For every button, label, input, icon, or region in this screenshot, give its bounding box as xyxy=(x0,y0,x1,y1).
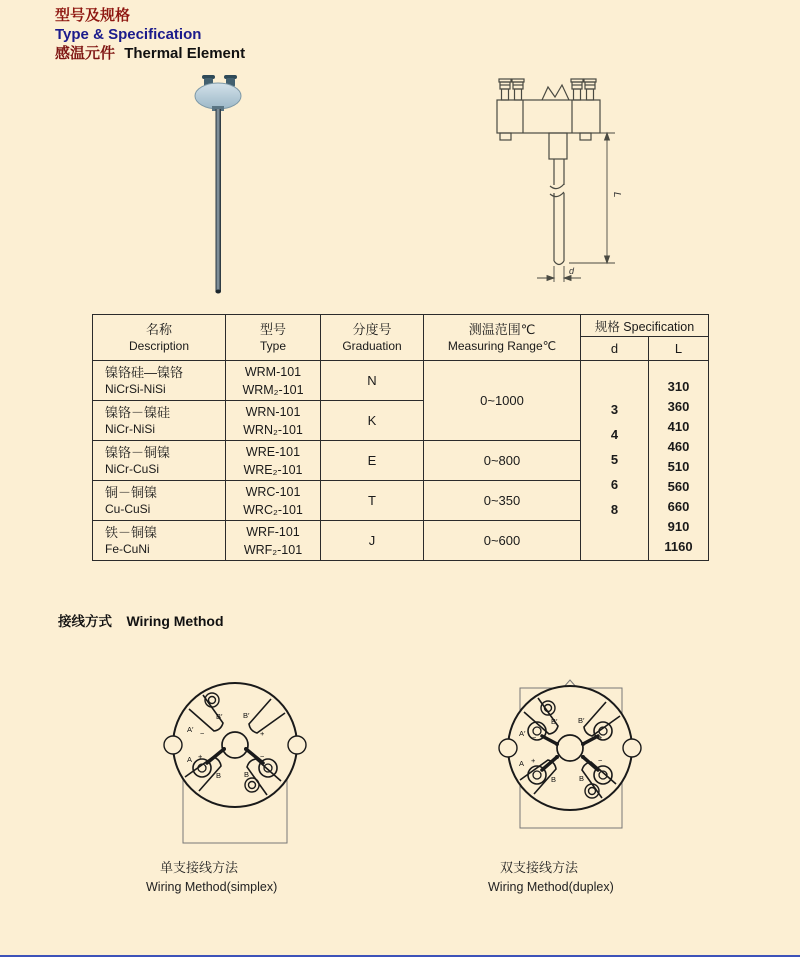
terminal-label: − xyxy=(598,756,603,765)
side-notch xyxy=(623,739,641,757)
terminal-label: + xyxy=(598,733,603,742)
dimension-l-label: L xyxy=(611,192,622,198)
terminal-label: B′ xyxy=(243,711,250,720)
cell-graduation: N xyxy=(321,361,424,401)
dimension-d-lines xyxy=(537,266,581,282)
col-header-type: 型号 Type xyxy=(226,315,321,361)
cell-description: 铁－铜镍 Fe-CuNi xyxy=(93,521,226,561)
col-header-description: 名称 Description xyxy=(93,315,226,361)
cell-measuring-range: 0~350 xyxy=(424,481,581,521)
side-notch xyxy=(499,739,517,757)
col-header-measuring-range: 测温范围℃ Measuring Range℃ xyxy=(424,315,581,361)
col-header-graduation: 分度号 Graduation xyxy=(321,315,424,361)
terminal-label: B xyxy=(244,770,250,779)
section-title-en: Thermal Element xyxy=(124,45,246,62)
section-title-zh: 感温元件 xyxy=(55,45,116,62)
cell-l-values: 310 360 410 460 510 560 660 910 1160 xyxy=(649,361,709,561)
terminal-label: A′ xyxy=(187,725,194,734)
side-notch xyxy=(164,736,182,754)
terminal-label: − xyxy=(200,729,205,738)
side-notch xyxy=(288,736,306,754)
footer-margin xyxy=(0,957,800,965)
cell-description: 镍铬－铜镍 NiCr-CuSi xyxy=(93,441,226,481)
thermal-element-drawing xyxy=(485,68,635,308)
section-title xyxy=(55,44,245,63)
protection-tube xyxy=(549,133,567,265)
caption-simplex xyxy=(146,858,277,897)
cell-description: 铜－铜镍 Cu-CuSi xyxy=(93,481,226,521)
terminal-label: B xyxy=(216,771,222,780)
center-hole xyxy=(557,735,583,761)
page-title-zh: 型号及规格 xyxy=(55,7,131,24)
cell-description: 镍铬－镍硅 NiCr-NiSi xyxy=(93,401,226,441)
center-hole xyxy=(222,732,248,758)
caption-duplex-en: Wiring Method(duplex) xyxy=(488,880,614,894)
cell-type: WRE-101 WRE₂-101 xyxy=(226,441,321,481)
terminal-label: B′ xyxy=(551,717,558,726)
terminal-label: + xyxy=(531,756,536,765)
page-header xyxy=(55,6,245,63)
cell-graduation: J xyxy=(321,521,424,561)
cell-measuring-range: 0~1000 xyxy=(424,361,581,441)
terminal-label: − xyxy=(532,733,537,742)
cell-type: WRF-101 WRF₂-101 xyxy=(226,521,321,561)
cell-description: 镍铬硅—镍铬 NiCrSi-NiSi xyxy=(93,361,226,401)
col-header-l: L xyxy=(649,337,709,361)
terminal-label: B′ xyxy=(216,712,223,721)
caption-simplex-zh: 单支接线方法 xyxy=(160,860,239,875)
cell-graduation: K xyxy=(321,401,424,441)
probe-rod-tip xyxy=(215,290,221,294)
wiring-method-heading xyxy=(58,610,224,631)
page-title-en: Type & Specification xyxy=(55,26,202,43)
cell-d-values: 3 4 5 6 8 xyxy=(581,361,649,561)
terminal-label: − xyxy=(260,752,265,761)
cell-measuring-range: 0~600 xyxy=(424,521,581,561)
col-header-specification: 规格 Specification xyxy=(581,315,709,337)
caption-duplex-zh: 双支接线方法 xyxy=(500,860,579,875)
wiring-heading-zh: 接线方式 xyxy=(58,614,112,629)
specification-table xyxy=(92,314,709,561)
cell-measuring-range: 0~800 xyxy=(424,441,581,481)
terminal-label: + xyxy=(260,729,265,738)
cell-type: WRC-101 WRC₂-101 xyxy=(226,481,321,521)
dimension-d-label: d xyxy=(569,266,575,276)
probe-rod xyxy=(216,109,222,291)
cell-graduation: E xyxy=(321,441,424,481)
wiring-diagram-duplex xyxy=(495,663,645,853)
table-row xyxy=(93,361,709,401)
terminal-label: B′ xyxy=(578,716,585,725)
caption-simplex-en: Wiring Method(simplex) xyxy=(146,880,278,894)
terminal-label: + xyxy=(198,752,203,761)
thermal-element-photo xyxy=(180,75,260,300)
terminal-label: B xyxy=(551,775,557,784)
caption-duplex xyxy=(488,858,614,897)
cell-type: WRM-101 WRM₂-101 xyxy=(226,361,321,401)
terminal-label: A xyxy=(187,755,193,764)
spring-clip xyxy=(542,85,569,100)
col-header-d: d xyxy=(581,337,649,361)
wiring-diagram-simplex xyxy=(160,663,310,853)
cell-type: WRN-101 WRN₂-101 xyxy=(226,401,321,441)
wiring-heading-en: Wiring Method xyxy=(126,613,224,629)
terminal-label: A xyxy=(519,759,525,768)
terminal-label: A′ xyxy=(519,729,526,738)
probe-head xyxy=(195,83,241,109)
dimension-l-lines xyxy=(569,133,615,263)
terminal-label: B xyxy=(579,774,585,783)
cell-graduation: T xyxy=(321,481,424,521)
